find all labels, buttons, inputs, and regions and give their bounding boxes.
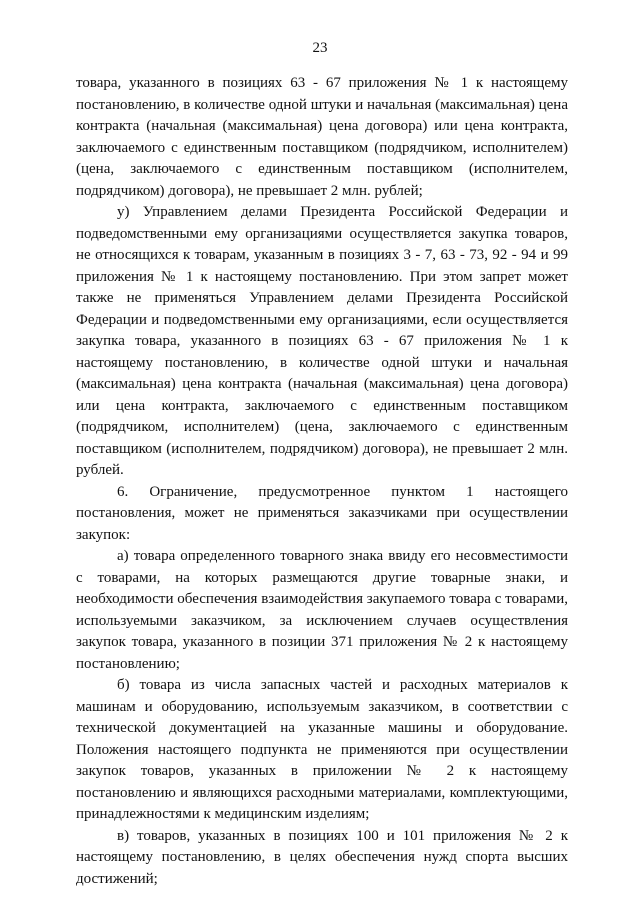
document-body [76, 73, 568, 890]
paragraph-item-a: а) товара определенного товарного знака ввиду его несовместимости с товарами, на которых размещаются другие товарные знаки, и необходимости обеспечения взаимодействия закупаемого товара с товарами, используемыми заказчиком, за исключением случаев осуществления закупок товара, указанного в позиции 371 приложения № 2 к настоящему постановлению; [76, 548, 568, 672]
paragraph-continuation: товара, указанного в позициях 63 - 67 приложения № 1 к настоящему постановлению, в количестве одной штуки и начальная (максимальная) цена контракта (начальная (максимальная) цена договора) или цена контракта, заключаемого с единственным поставщиком (подрядчиком, исполнителем) (цена, заключаемого с единственным поставщиком (исполнителем, подрядчиком) договора), не превышает 2 млн. рублей; [76, 75, 568, 199]
page-number: 23 [312, 40, 328, 56]
paragraph-item-u: у) Управлением делами Президента Российской Федерации и подведомственными ему организациями осуществляется закупка товаров, не относящихся к товарам, указанным в позициях 3 - 7, 63 - 73, 92 - 94 и 99 приложения № 1 к настоящему постановлению. При этом запрет может также не применяться Управлением делами Президента Российской Федерации и подведомственными ему организациями, если осуществляется закупка товара, указанного в позициях 63 - 67 приложения № 1 к настоящему постановлению, в количестве одной штуки и начальная (максимальная) цена контракта (начальная (максимальная) цена договора) или цена контракта, заключаемого с единственным поставщиком (подрядчиком, исполнителем) (цена, заключаемого с единственным поставщиком (исполнителем, подрядчиком) договора), не превышает 2 млн. рублей. [76, 204, 568, 478]
paragraph-item-b: б) товара из числа запасных частей и расходных материалов к машинам и оборудованию, используемым заказчиком, в соответствии с технической документацией на указанные машины и оборудование. Положения настоящего подпункта не применяются при осуществлении закупок товаров, указанных в приложении № 2 к настоящему постановлению и являющихся расходными материалами, комплектующими, принадлежностями к медицинским изделиям; [76, 677, 568, 822]
paragraph-clause-6: 6. Ограничение, предусмотренное пунктом 1 настоящего постановления, может не применяться заказчиками при осуществлении закупок: [76, 483, 568, 543]
paragraph-item-v: в) товаров, указанных в позициях 100 и 101 приложения № 2 к настоящему постановлению, в целях обеспечения нужд спорта высших достижений; [76, 827, 568, 887]
